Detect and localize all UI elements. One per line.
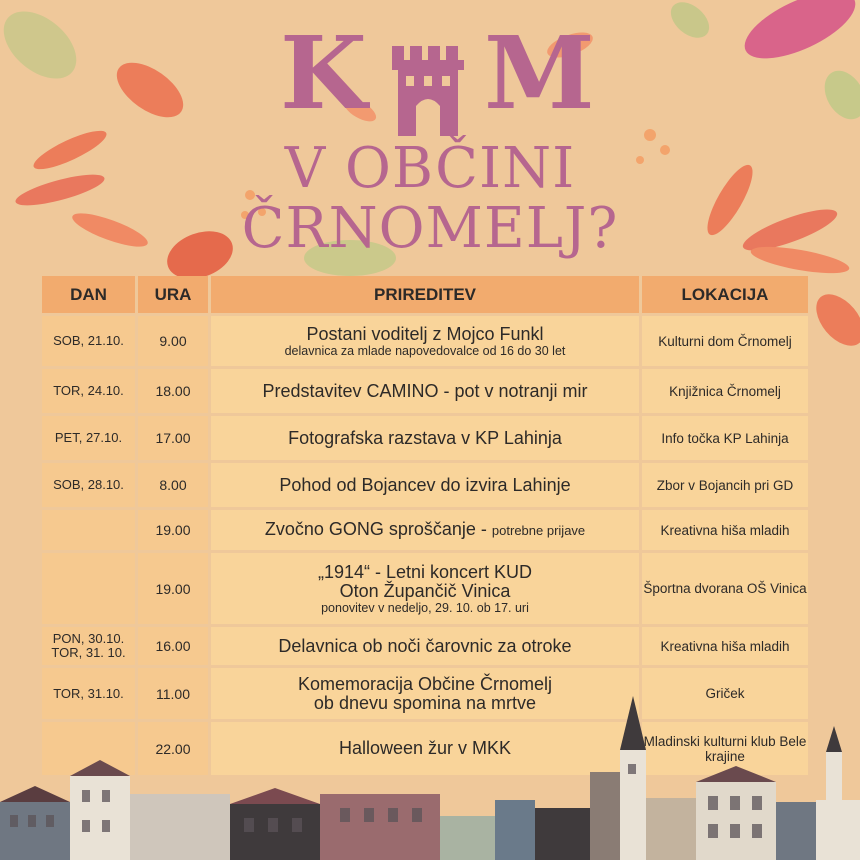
table-row: [42, 553, 808, 624]
row-ura: 22.00: [138, 722, 208, 775]
event-title-2: ob dnevu spomina na mrtve: [313, 692, 537, 713]
event-title-2: Oton Župančič Vinica: [339, 580, 511, 601]
event-title-line: [265, 520, 585, 540]
row-ura: 18.00: [138, 369, 208, 413]
castle-tower-icon: [388, 46, 468, 136]
table-row: [42, 416, 808, 460]
row-lokacija: Kulturni dom Črnomelj: [642, 316, 808, 366]
header-dan: DAN: [42, 276, 135, 313]
row-prireditev: [211, 553, 639, 624]
row-ura: 19.00: [138, 553, 208, 624]
row-lokacija: Knjižnica Črnomelj: [642, 369, 808, 413]
row-ura: 9.00: [138, 316, 208, 366]
row-prireditev: [211, 510, 639, 550]
row-lokacija: Zbor v Bojancih pri GD: [642, 463, 808, 507]
event-title: Delavnica ob noči čarovnic za otroke: [278, 635, 572, 656]
header-lokacija: LOKACIJA: [642, 276, 808, 313]
event-subtitle: delavnica za mlade napovedovalce od 16 do 30 let: [284, 343, 566, 358]
event-title: Fotografska razstava v KP Lahinja: [288, 427, 562, 448]
row-lokacija: Športna dvorana OŠ Vinica: [642, 553, 808, 624]
row-prireditev: [211, 316, 639, 366]
row-dan: PET, 27.10.: [42, 416, 135, 460]
row-dan: [42, 553, 135, 624]
row-dan-2: TOR, 31. 10.: [51, 645, 126, 660]
title-kam: [0, 14, 860, 132]
table-row: [42, 627, 808, 665]
table-row: [42, 510, 808, 550]
row-lokacija: Kreativna hiša mladih: [642, 510, 808, 550]
row-dan: SOB, 21.10.: [42, 316, 135, 366]
row-lokacija: Info točka KP Lahinja: [642, 416, 808, 460]
event-subtitle: ponovitev v nedeljo, 29. 10. ob 17. uri: [321, 600, 529, 615]
event-title: Predstavitev CAMINO - pot v notranji mir: [262, 380, 588, 401]
event-title: Zvočno GONG sproščanje -: [264, 519, 487, 539]
table-row: [42, 369, 808, 413]
row-dan: [42, 627, 135, 665]
title-line-2: V OBČINI: [284, 136, 576, 201]
town-skyline-illustration: [0, 690, 860, 860]
table-row: [42, 463, 808, 507]
row-ura: 8.00: [138, 463, 208, 507]
event-title: Pohod od Bojancev do izvira Lahinje: [279, 474, 571, 495]
title-letter-m: M: [484, 14, 595, 132]
table-row: [42, 316, 808, 366]
header-ura: URA: [138, 276, 208, 313]
row-lokacija: Griček: [642, 668, 808, 719]
table-header-row: [42, 276, 808, 313]
row-dan: TOR, 24.10.: [42, 369, 135, 413]
row-ura: 11.00: [138, 668, 208, 719]
event-title: Komemoracija Občine Črnomelj: [297, 673, 553, 694]
row-lokacija: Mladinski kulturni klub Bele krajine: [642, 722, 808, 775]
event-title: Postani voditelj z Mojco Funkl: [306, 323, 544, 344]
row-ura: 19.00: [138, 510, 208, 550]
row-ura: 16.00: [138, 627, 208, 665]
row-ura: 17.00: [138, 416, 208, 460]
row-dan: SOB, 28.10.: [42, 463, 135, 507]
row-prireditev: [211, 463, 639, 507]
row-prireditev: [211, 416, 639, 460]
title-letter-k: K: [280, 14, 367, 132]
event-title: „1914“ - Letni koncert KUD: [317, 561, 533, 582]
row-prireditev: [211, 627, 639, 665]
row-lokacija: Kreativna hiša mladih: [642, 627, 808, 665]
title-line-3: ČRNOMELJ?: [241, 196, 619, 261]
row-dan-1: PON, 30.10.: [52, 631, 125, 646]
event-note: potrebne prijave: [491, 523, 586, 538]
header-prireditev: PRIREDITEV: [211, 276, 639, 313]
row-prireditev: [211, 369, 639, 413]
row-dan: TOR, 31.10.: [42, 668, 135, 719]
row-dan: [42, 510, 135, 550]
event-title: Halloween žur v MKK: [338, 738, 512, 758]
